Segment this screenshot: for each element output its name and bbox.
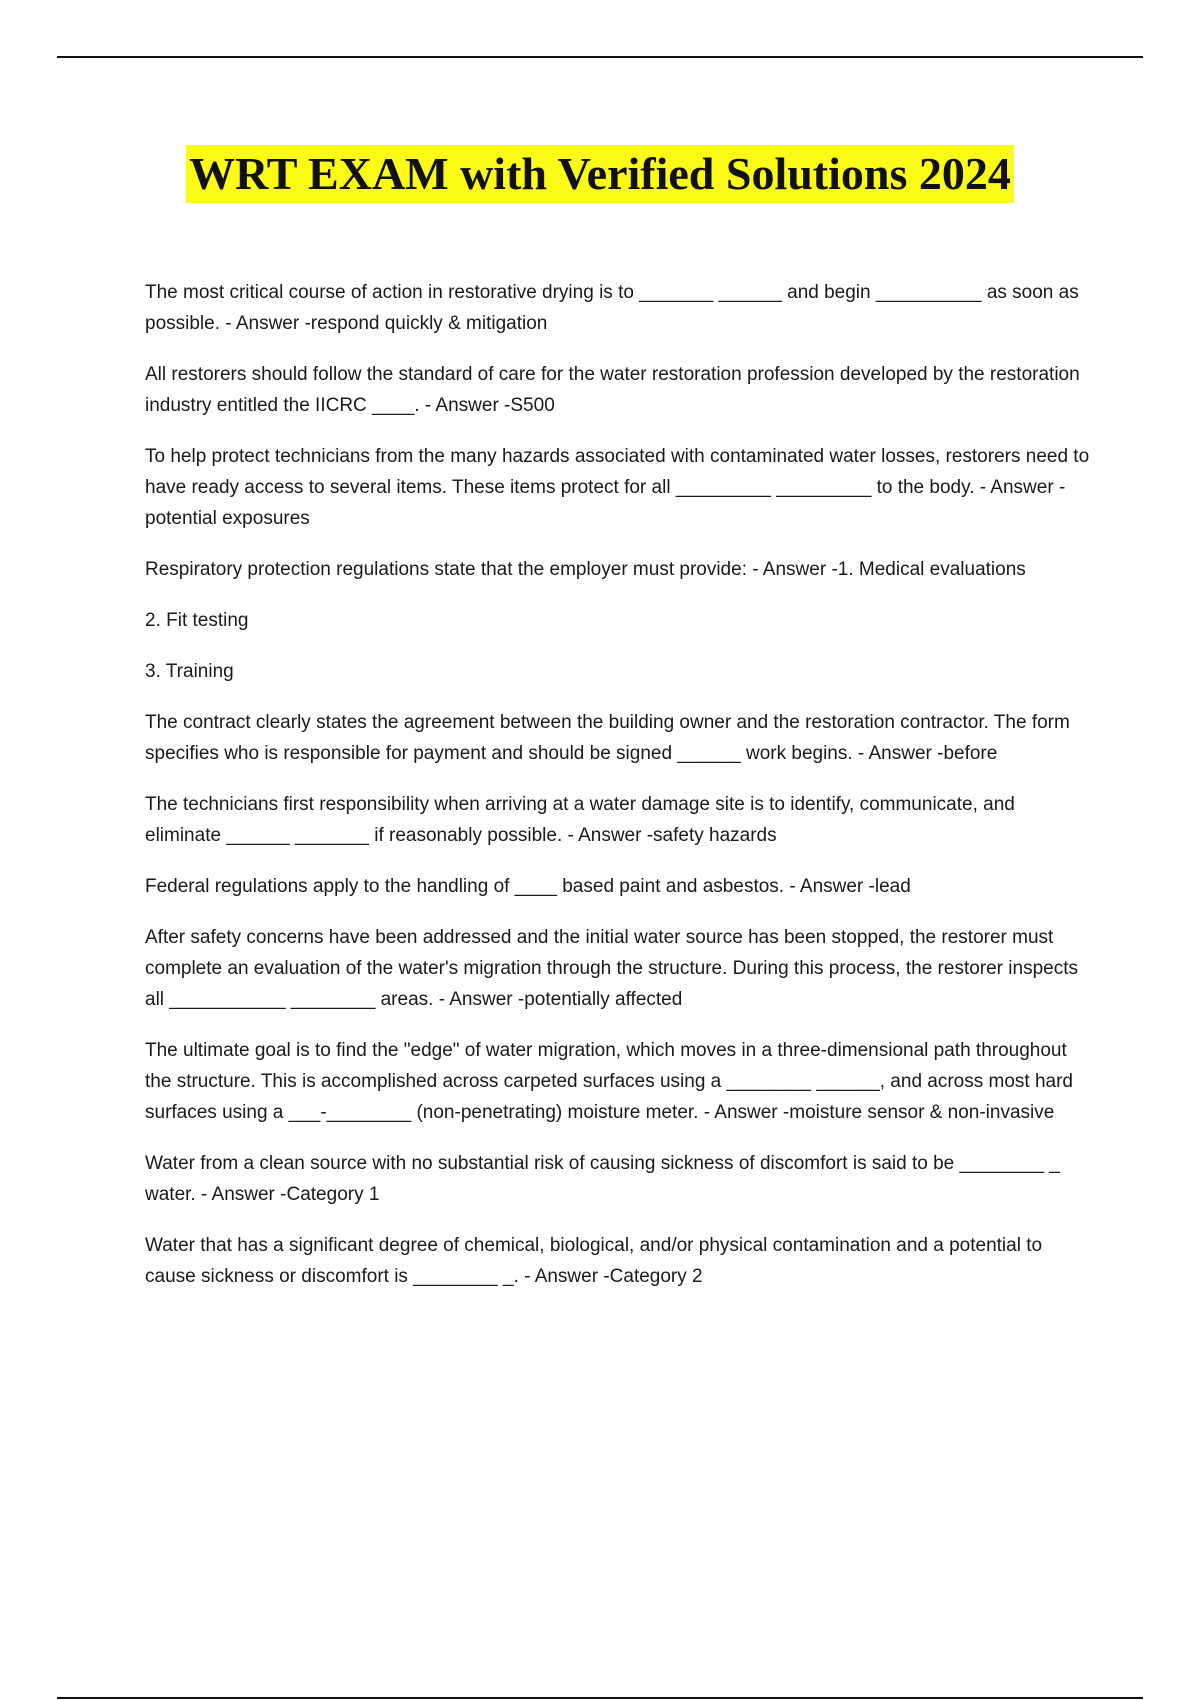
- question-paragraph: To help protect technicians from the many hazards associated with contaminated water losses, restorers need to have ready access to several items. These items protect for all _________ _________ to the body. - Answer -potential exposures: [145, 446, 1090, 529]
- question-paragraph: The most critical course of action in restorative drying is to _______ ______ and begin __________ as soon as possible. - Answer -respond quickly & mitigation: [145, 282, 1079, 334]
- question-paragraph: Respiratory protection regulations state that the employer must provide: - Answer -1. Medical evaluations: [145, 559, 1026, 580]
- question-paragraph: The ultimate goal is to find the "edge" of water migration, which moves in a three-dimensional path throughout the structure. This is accomplished across carpeted surfaces using a ________ ______, and across most hard surfaces using a ___-________ (non-penetrating) moisture meter. - Answer -moisture sensor & non-invasive: [145, 1040, 1074, 1123]
- answer-list-item: 2. Fit testing: [145, 610, 249, 631]
- question-paragraph: Federal regulations apply to the handling of ____ based paint and asbestos. - Answer -lead: [145, 876, 911, 897]
- top-rule: [57, 56, 1143, 58]
- bottom-rule: [57, 1697, 1143, 1699]
- question-paragraph: The technicians first responsibility when arriving at a water damage site is to identify, communicate, and eliminate ______ _______ if reasonably possible. - Answer -safety hazards: [145, 794, 1015, 846]
- question-paragraph: Water that has a significant degree of chemical, biological, and/or physical contamination and a potential to cause sickness or discomfort is ________ _. - Answer -Category 2: [145, 1235, 1043, 1287]
- question-paragraph: After safety concerns have been addressed and the initial water source has been stopped, the restorer must complete an evaluation of the water's migration through the structure. During this process, the restorer inspects all ___________ ________ areas. - Answer -potentially affected: [145, 927, 1078, 1010]
- answer-list-item: 3. Training: [145, 661, 234, 682]
- question-paragraph: Water from a clean source with no substantial risk of causing sickness of discomfort is said to be ________ _ water. - Answer -Category 1: [145, 1153, 1060, 1205]
- document-body: [145, 277, 1090, 1312]
- title-block: [0, 145, 1200, 203]
- document-title: WRT EXAM with Verified Solutions 2024: [186, 145, 1014, 203]
- question-paragraph: All restorers should follow the standard of care for the water restoration profession developed by the restoration industry entitled the IICRC ____. - Answer -S500: [145, 364, 1080, 416]
- question-paragraph: The contract clearly states the agreement between the building owner and the restoration contractor. The form specifies who is responsible for payment and should be signed ______ work begins. - Answer -before: [145, 712, 1070, 764]
